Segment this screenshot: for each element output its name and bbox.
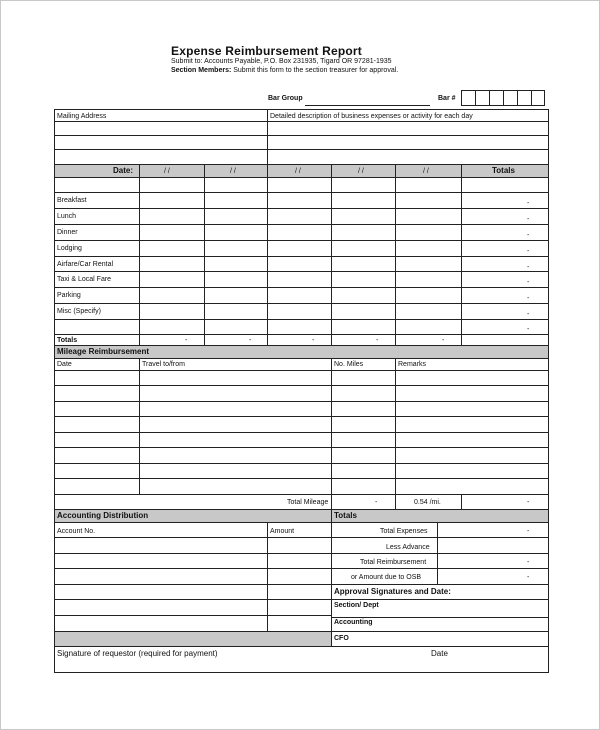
row-line (54, 334, 549, 335)
requestor-signature-label[interactable]: Signature of requestor (required for payment) (57, 649, 218, 658)
row-total-airfare: - (527, 264, 530, 271)
bar-box-divider (517, 91, 518, 105)
mailing-line[interactable] (54, 135, 549, 136)
row-line (54, 478, 549, 479)
mileage-rate: 0.54 /mi. (414, 499, 441, 506)
row-line (54, 432, 549, 433)
section-members-text: Submit this form to the section treasurer for approval. (233, 67, 399, 74)
divider (267, 109, 268, 165)
total-mileage-value: - (375, 499, 378, 506)
divider (395, 358, 396, 509)
divider (54, 522, 549, 523)
submit-to-text: Submit to: Accounts Payable, P.O. Box 231935, Tigard OR 97281-1935 (171, 58, 392, 65)
approval-accounting[interactable]: Accounting (334, 619, 373, 626)
row-line (54, 447, 549, 448)
row-line (54, 256, 549, 257)
total-mileage-label: Total Mileage (287, 499, 329, 506)
row-line (54, 553, 549, 554)
section-divider (54, 646, 549, 647)
row-line (54, 224, 549, 225)
row-line (54, 240, 549, 241)
section-members-line (171, 67, 398, 74)
divider (331, 509, 332, 646)
bar-box-divider (503, 91, 504, 105)
total-reimbursement-label: Total Reimbursement (360, 559, 427, 566)
divider (139, 358, 140, 494)
row-line (54, 385, 549, 386)
accounting-col-account: Account No. (57, 528, 96, 535)
row-total-lodging: - (527, 248, 530, 255)
row-total-taxi: - (527, 279, 530, 286)
totals-row-label: Totals (57, 337, 78, 344)
less-advance-label: Less Advance (386, 544, 430, 551)
bar-number-boxes[interactable] (461, 90, 545, 106)
totals-col-1: - (185, 337, 188, 344)
date-field-2[interactable]: / / (230, 168, 236, 175)
divider (331, 358, 332, 509)
row-line (54, 537, 549, 538)
approval-title: Approval Signatures and Date: (334, 587, 451, 596)
mailing-line[interactable] (54, 149, 549, 150)
row-line (54, 271, 549, 272)
accounting-filler-band (55, 632, 331, 646)
mileage-col-miles: No. Miles (334, 361, 364, 368)
totals-col-3: - (312, 337, 315, 344)
mileage-col-date: Date (57, 361, 72, 368)
row-label-lunch: Lunch (57, 213, 77, 220)
row-label-breakfast: Breakfast (57, 197, 87, 204)
row-label-taxi: Taxi & Local Fare (57, 276, 112, 283)
bar-box-divider (489, 91, 490, 105)
form-outline (54, 109, 549, 673)
form-title: Expense Reimbursement Report (171, 44, 362, 58)
date-field-4[interactable]: / / (358, 168, 364, 175)
accounting-section-title: Accounting Distribution (57, 511, 149, 520)
row-label-misc: Misc (Specify) (57, 308, 101, 315)
totals-col-5: - (442, 337, 445, 344)
row-label-airfare: Airfare/Car Rental (57, 261, 114, 268)
total-expenses-value: - (527, 528, 530, 535)
amount-due-value: - (527, 574, 530, 581)
approval-cfo[interactable]: CFO (334, 635, 349, 642)
divider (54, 177, 549, 178)
totals-col-2: - (249, 337, 252, 344)
totals-header: Totals (492, 166, 515, 175)
signature-date-label[interactable]: Date (431, 649, 448, 658)
mileage-col-travel: Travel to/from (142, 361, 185, 368)
divider (54, 358, 549, 359)
row-line (54, 303, 549, 304)
mileage-section-title: Mileage Reimbursement (57, 347, 150, 356)
accounting-col-amount: Amount (270, 528, 295, 535)
divider (461, 494, 462, 509)
row-line (331, 599, 549, 600)
row-label-lodging: Lodging (57, 245, 82, 252)
date-field-5[interactable]: / / (423, 168, 429, 175)
mileage-col-remarks: Remarks (398, 361, 427, 368)
row-label-parking: Parking (57, 292, 81, 299)
approval-section-dept[interactable]: Section/ Dept (334, 602, 379, 609)
mailing-address-label: Mailing Address (57, 113, 107, 120)
row-label-dinner: Dinner (57, 229, 78, 236)
description-label: Detailed description of business expenses or activity for each day (270, 113, 473, 120)
bar-box-divider (475, 91, 476, 105)
totals-section-title: Totals (334, 511, 357, 520)
bar-group-field[interactable] (305, 105, 430, 106)
total-reimbursement-value: - (527, 559, 530, 566)
row-total-lunch: - (527, 216, 530, 223)
bar-number-label: Bar # (438, 95, 456, 102)
row-total-dinner: - (527, 232, 530, 239)
totals-col-4: - (376, 337, 379, 344)
row-line (54, 568, 549, 569)
row-line (54, 615, 331, 616)
row-line (54, 370, 549, 371)
row-line (54, 287, 549, 288)
amount-due-label: or Amount due to OSB (351, 574, 422, 581)
section-members-label: Section Members: (171, 67, 232, 74)
row-line (54, 319, 549, 320)
row-total-extra: - (527, 326, 530, 333)
bar-box-divider (531, 91, 532, 105)
row-line (54, 463, 549, 464)
row-line (54, 599, 331, 600)
date-field-3[interactable]: / / (295, 168, 301, 175)
mailing-line[interactable] (54, 121, 549, 122)
row-line (54, 401, 549, 402)
date-field-1[interactable]: / / (164, 168, 170, 175)
row-line (54, 584, 549, 585)
row-total-misc: - (527, 311, 530, 318)
row-total-breakfast: - (527, 200, 530, 207)
row-line (54, 208, 549, 209)
date-label: Date: (113, 166, 134, 175)
bar-group-label: Bar Group (268, 95, 303, 102)
total-expenses-label: Total Expenses (380, 528, 428, 535)
row-line (54, 192, 549, 193)
row-line (54, 494, 549, 495)
mileage-total-value: - (527, 499, 530, 506)
row-line (54, 416, 549, 417)
row-total-parking: - (527, 295, 530, 302)
